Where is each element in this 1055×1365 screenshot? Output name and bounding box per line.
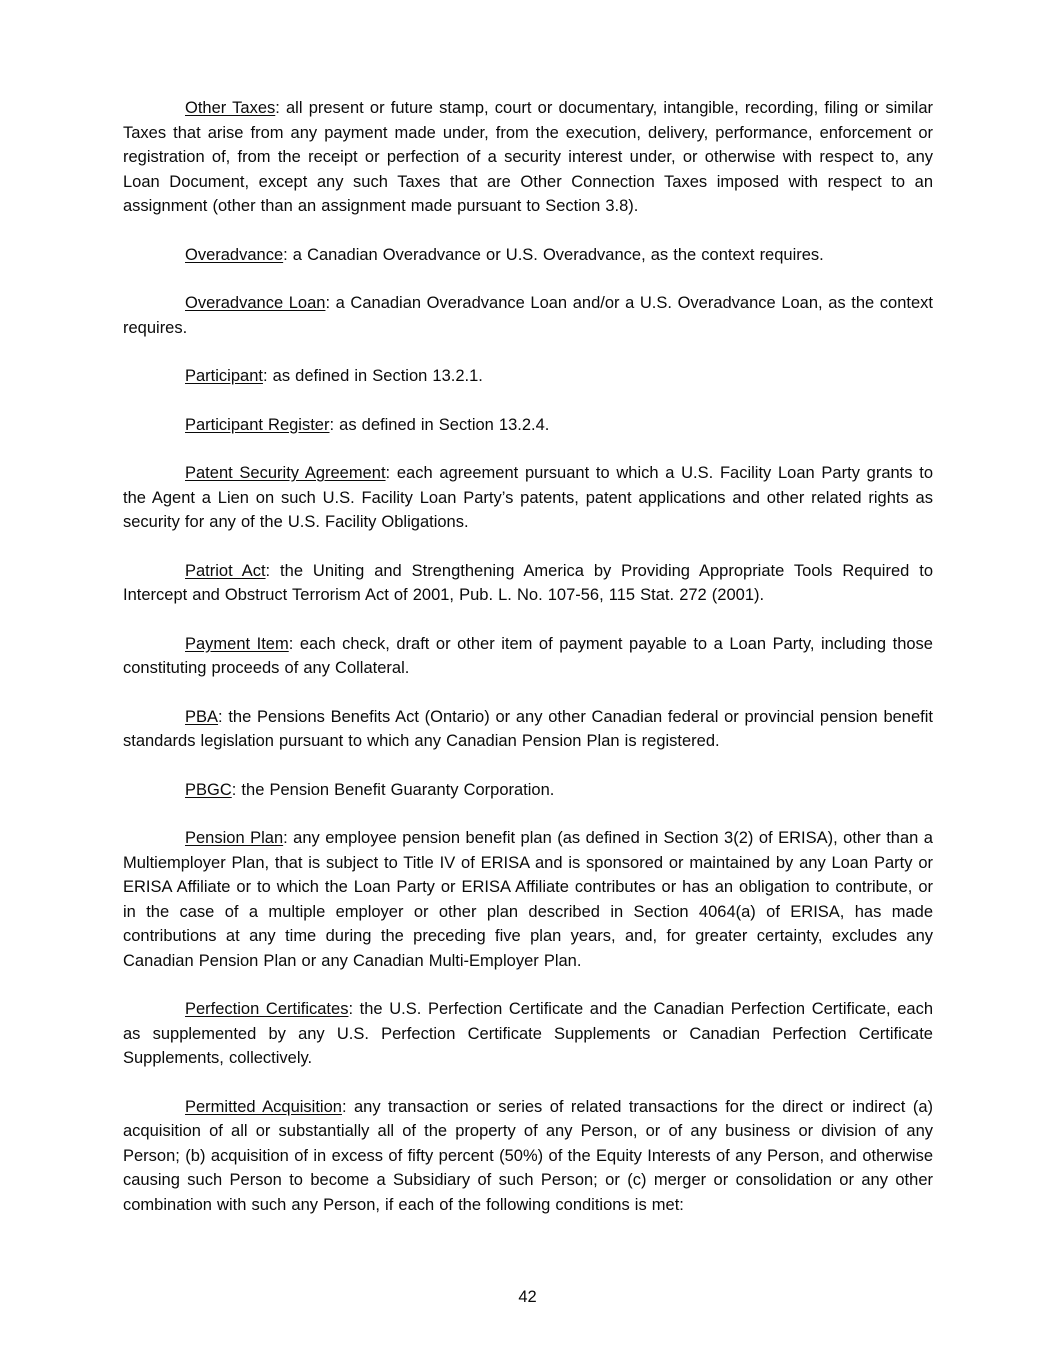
page-number: 42 bbox=[518, 1288, 537, 1306]
defined-term: Patent Security Agreement bbox=[185, 464, 386, 482]
definition-text: : the Pensions Benefits Act (Ontario) or any other Canadian federal or provincial pension benefit standards legislation pursuant to which any Canadian Pension Plan is registered. bbox=[123, 707, 933, 750]
definition-paragraph bbox=[123, 997, 933, 1071]
defined-term: Other Taxes bbox=[185, 99, 276, 117]
definition-paragraph bbox=[123, 705, 933, 754]
definition-text: : each agreement pursuant to which a U.S. Facility Loan Party grants to the Agent a Lien on such U.S. Facility Loan Party’s patents, patent applications and other related rights as security for any of the U.S. Facility Obligations. bbox=[123, 464, 933, 531]
definition-text: : any transaction or series of related transactions for the direct or indirect (a) acquisition of all or substantially all of the property of any Person, or of any business or division of any Person; (b) acquisition of in excess of fifty percent (50%) of the Equity Interests of any Person, and otherwise causing such Person to become a Subsidiary of such Person; or (c) merger or consolidation or any other combination with such any Person, if each of the following conditions is met: bbox=[123, 1097, 933, 1214]
definition-paragraph bbox=[123, 778, 933, 803]
definition-text: : each check, draft or other item of payment payable to a Loan Party, including those constituting proceeds of any Collateral. bbox=[123, 634, 933, 677]
definition-text: : as defined in Section 13.2.1. bbox=[262, 367, 483, 385]
defined-term: Participant Register bbox=[185, 415, 330, 434]
definition-text: : a Canadian Overadvance Loan and/or a U.S. Overadvance Loan, as the context requires. bbox=[123, 294, 933, 337]
definition-paragraph bbox=[123, 364, 933, 389]
defined-term: Overadvance Loan bbox=[185, 294, 326, 312]
defined-term: Perfection Certificates bbox=[185, 1000, 349, 1018]
definition-paragraph bbox=[123, 291, 933, 340]
definition-paragraph bbox=[123, 559, 933, 608]
defined-term: PBA bbox=[185, 707, 219, 726]
definition-text: : the Uniting and Strengthening America by Providing Appropriate Tools Required to Intercept and Obstruct Terrorism Act of 2001, Pub. L. No. 107-56, 115 Stat. 272 (2001). bbox=[123, 561, 933, 604]
definition-text: : the U.S. Perfection Certificate and the Canadian Perfection Certificate, each as supplemented by any U.S. Perfection Certificate Supplements or Canadian Perfection Certificate Supplements, collectively. bbox=[123, 1000, 933, 1067]
defined-term: Payment Item bbox=[185, 634, 289, 653]
defined-term: Participant bbox=[185, 367, 263, 385]
definition-paragraph bbox=[123, 96, 933, 219]
definition-paragraph bbox=[123, 632, 933, 681]
definition-paragraph bbox=[123, 1095, 933, 1218]
definition-text: : the Pension Benefit Guaranty Corporation. bbox=[231, 780, 555, 799]
defined-term: Overadvance bbox=[185, 245, 284, 264]
defined-term: PBGC bbox=[185, 780, 232, 799]
definition-text: : all present or future stamp, court or documentary, intangible, recording, filing or similar Taxes that arise from any payment made under, from the execution, delivery, performance, enforcement or registration of, from the receipt or perfection of a security interest under, or otherwise with respect to, any Loan Document, except any such Taxes that are Other Connection Taxes imposed with respect to an assignment (other than an assignment made pursuant to Section 3.8). bbox=[123, 99, 933, 215]
definition-paragraph bbox=[123, 413, 933, 438]
definition-text: : any employee pension benefit plan (as defined in Section 3(2) of ERISA), other than a Multiemployer Plan, that is subject to Title IV of ERISA and is sponsored or maintained by any Loan Party or ERISA Affiliate or to which the Loan Party or ERISA Affiliate contributes or has an obligation to contribute, or in the case of a multiple employer or other plan described in Section 4064(a) of ERISA, has made contributions at any time during the preceding five plan years, and, for greater certainty, excludes any Canadian Pension Plan or any Canadian Multi-Employer Plan. bbox=[123, 829, 933, 970]
defined-term: Permitted Acquisition bbox=[185, 1097, 342, 1116]
definition-text: : as defined in Section 13.2.4. bbox=[329, 415, 550, 434]
defined-term: Patriot Act bbox=[185, 561, 266, 580]
defined-term: Pension Plan bbox=[185, 829, 284, 847]
definition-paragraph bbox=[123, 826, 933, 973]
definition-paragraph bbox=[123, 243, 933, 268]
definition-text: : a Canadian Overadvance or U.S. Overadvance, as the context requires. bbox=[283, 245, 824, 264]
definition-paragraph bbox=[123, 461, 933, 535]
